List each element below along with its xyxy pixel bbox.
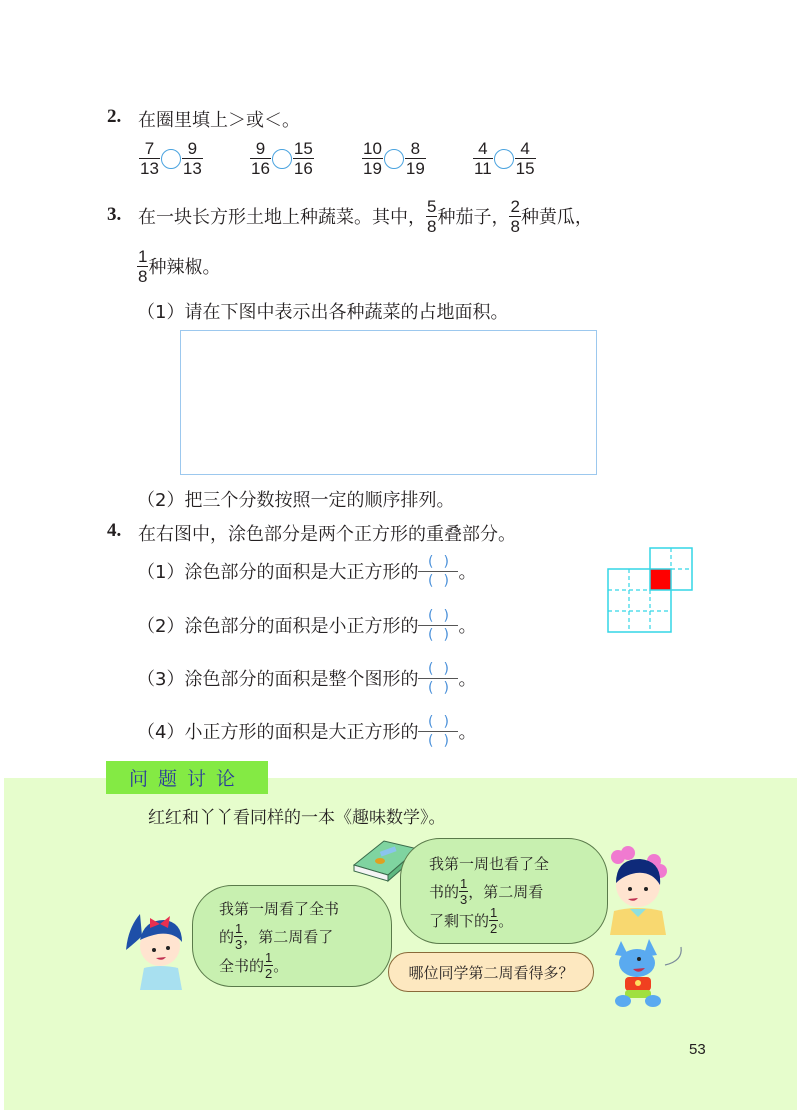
- fraction: $\frac{4}{15}$: [515, 139, 535, 178]
- question-4-item-2: [137, 605, 476, 645]
- compare-circle-input[interactable]: [272, 149, 292, 169]
- question-3-number: 3.: [107, 204, 122, 225]
- fraction: $\frac{9}{13}$: [182, 139, 202, 178]
- fraction: $\frac{4}{11}$: [474, 139, 492, 178]
- question-3-line-2: [137, 246, 220, 286]
- text: （1）涂色部分的面积是大正方形的: [137, 562, 419, 583]
- question-3-sub-2: （2）把三个分数按照一定的顺序排列。: [137, 490, 455, 511]
- overlapping-squares-figure: [600, 540, 700, 640]
- fraction-answer-blank[interactable]: () (): [418, 609, 458, 642]
- compare-circle-input[interactable]: [384, 149, 404, 169]
- fraction-answer-blank[interactable]: () (): [418, 555, 458, 588]
- bubble-line: 了剩下的 $\frac{1}{2}$ 。: [429, 905, 514, 936]
- fraction: $\frac{10}{19}$: [363, 139, 382, 178]
- text: 在一块长方形土地上种蔬菜。其中，: [138, 207, 426, 228]
- girl-yaya-illustration: [600, 845, 675, 935]
- fraction-1-2: $\frac{1}{2}$: [490, 905, 498, 936]
- question-bubble: 哪位同学第二周看得多？: [388, 952, 594, 992]
- fraction-1-3: $\frac{1}{3}$: [235, 921, 243, 952]
- text: 种茄子，: [437, 207, 510, 228]
- question-4-item-3: [137, 658, 476, 698]
- fraction: $\frac{8}{19}$: [405, 139, 425, 178]
- drawing-area-rectangle[interactable]: [180, 330, 597, 475]
- speech-bubble-yaya: [400, 838, 608, 944]
- question-2-number: 2.: [107, 106, 122, 127]
- text: （4）小正方形的面积是大正方形的: [137, 722, 419, 743]
- question-3-sub-1: （1）请在下图中表示出各种蔬菜的占地面积。: [137, 302, 509, 323]
- page-number: 53: [689, 1041, 706, 1058]
- text: 。: [458, 722, 477, 743]
- bubble-line: 我第一周看了全书: [219, 900, 340, 918]
- fraction: $\frac{7}{13}$: [140, 139, 159, 178]
- girl-honghong-illustration: [120, 900, 200, 995]
- comparison-3: [362, 140, 426, 177]
- bubble-line: 的 $\frac{1}{3}$ ，第二周看了: [219, 921, 334, 952]
- comparison-1: [139, 140, 203, 177]
- discussion-tab: 问题讨论: [106, 761, 268, 794]
- fraction-1-2: $\frac{1}{2}$: [265, 950, 273, 981]
- question-2-prompt: 在圈里填上＞或＜。: [138, 110, 300, 131]
- fraction-answer-blank[interactable]: () (): [418, 715, 458, 748]
- fraction-answer-blank[interactable]: () (): [418, 662, 458, 695]
- fraction: $\frac{9}{16}$: [251, 139, 270, 178]
- question-4-prompt: 在右图中，涂色部分是两个正方形的重叠部分。: [138, 524, 516, 545]
- fraction-1-3: $\frac{1}{3}$: [460, 876, 468, 907]
- bubble-line: 我第一周也看了全: [429, 855, 550, 873]
- bubble-line: 书的 $\frac{1}{3}$ ，第二周看: [429, 876, 544, 907]
- text: 种黄瓜，: [520, 207, 593, 228]
- question-4-item-4: [137, 711, 476, 751]
- comparison-2: [250, 140, 314, 177]
- fraction-5-8: $\frac{5}{8}$: [427, 196, 437, 236]
- text: （3）涂色部分的面积是整个图形的: [137, 669, 419, 690]
- discussion-intro: 红红和丫丫看同样的一本《趣味数学》。: [148, 808, 446, 828]
- fraction-2-8: $\frac{2}{8}$: [510, 196, 520, 236]
- mouse-mascot-illustration: [605, 935, 685, 1010]
- text: 。: [458, 616, 477, 637]
- bubble-line: 全书的 $\frac{1}{2}$ 。: [219, 950, 289, 981]
- text: （2）涂色部分的面积是小正方形的: [137, 616, 419, 637]
- compare-circle-input[interactable]: [494, 149, 514, 169]
- question-4-number: 4.: [107, 520, 122, 541]
- question-4-item-1: [137, 551, 476, 591]
- comparison-4: [473, 140, 536, 177]
- question-3-line-1: [138, 196, 593, 236]
- fraction: $\frac{15}{16}$: [293, 139, 313, 178]
- text: 。: [458, 562, 477, 583]
- text: 。: [458, 669, 477, 690]
- speech-bubble-honghong: [192, 885, 392, 987]
- text: 种辣椒。: [148, 257, 221, 278]
- fraction-1-8: $\frac{1}{8}$: [138, 246, 148, 286]
- compare-circle-input[interactable]: [161, 149, 181, 169]
